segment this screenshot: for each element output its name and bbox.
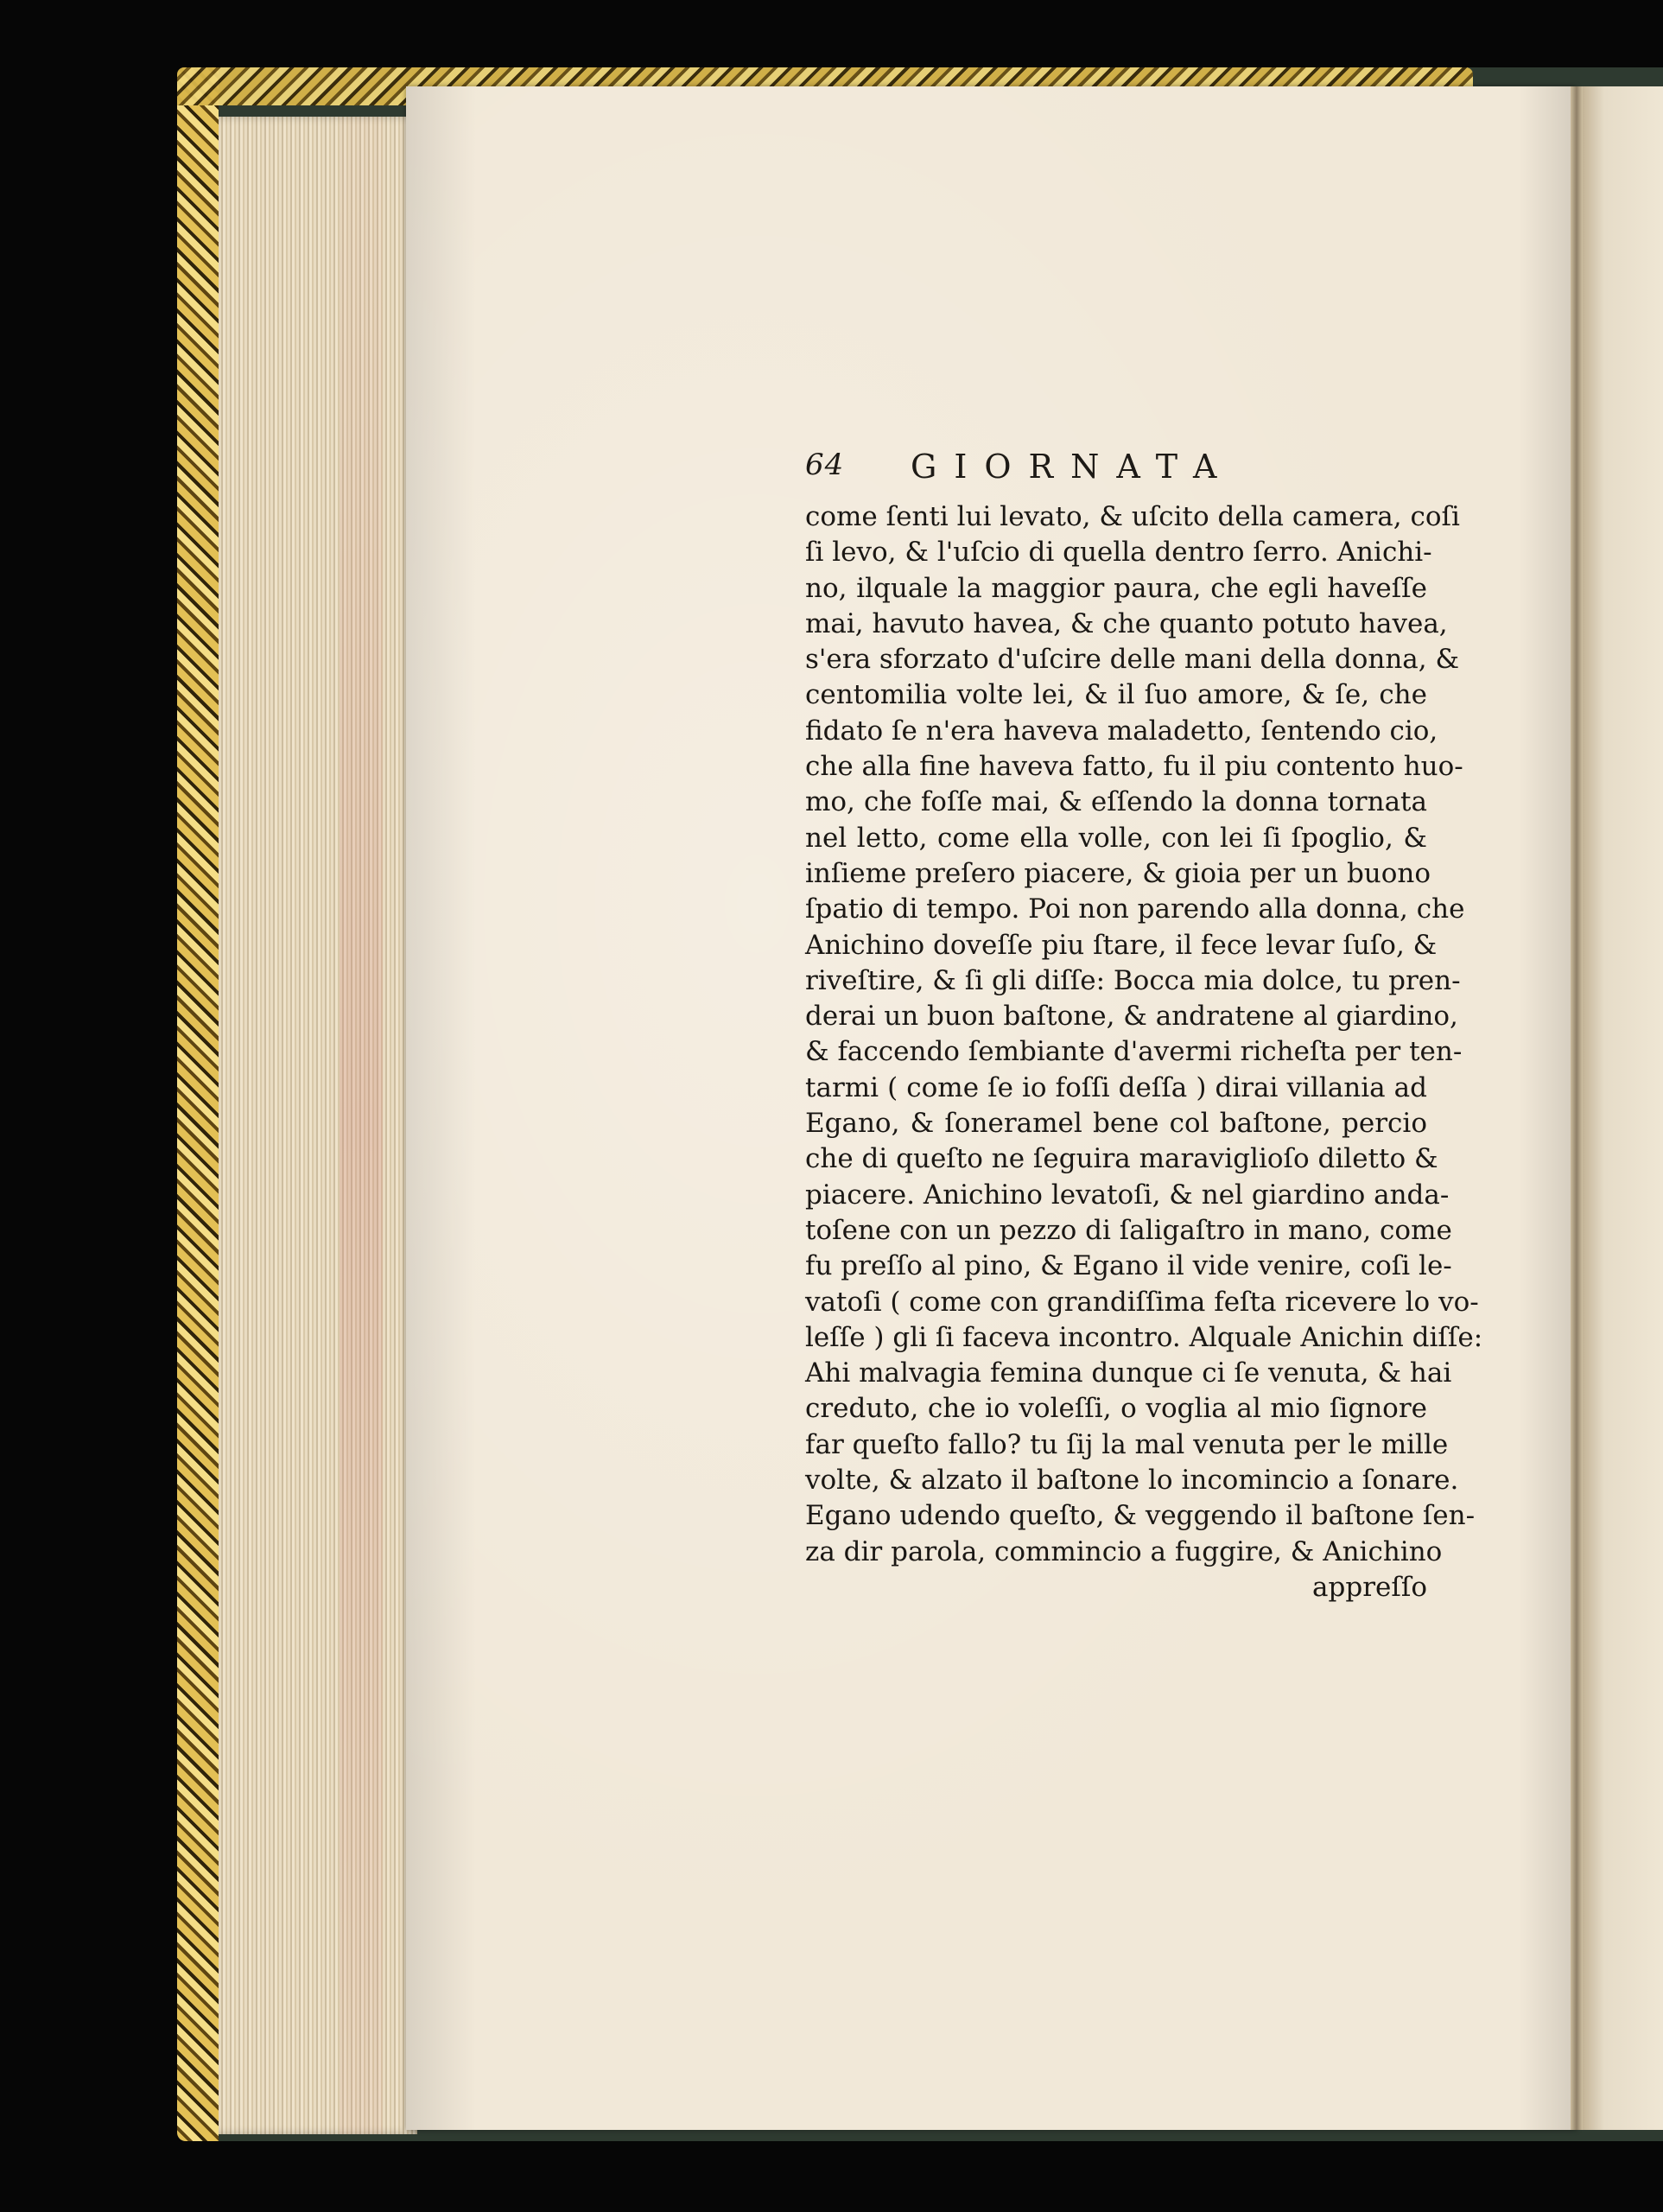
text-line: nel letto, come ella volle, con lei ſi ſpoglio, &	[805, 822, 1427, 854]
text-line: che alla fine haveva fatto, fu il piu contento huo-	[805, 751, 1463, 783]
text-line: no, ilquale la maggior paura, che egli haveſſe	[805, 572, 1427, 604]
text-line: Anichino doveſſe piu ſtare, il fece levar ſuſo, &	[805, 929, 1438, 961]
text-line: Ahi malvagia femina dunque ci ſe venuta, & hai	[805, 1357, 1452, 1389]
text-line: fidato ſe n'era haveva maladetto, ſentendo cio,	[805, 715, 1438, 747]
text-line: derai un buon baſtone, & andratene al giardino,	[805, 1001, 1458, 1033]
text-line: mai, havuto havea, & che quanto potuto havea,	[805, 607, 1448, 639]
running-head: GIORNATA	[911, 448, 1235, 486]
text-line: piacere. Anichino levatoſi, & nel giardino anda-	[805, 1179, 1450, 1211]
text-line: riveſtire, & ſi gli diſſe: Bocca mia dolce, tu pren-	[805, 964, 1461, 996]
catchword: appreſſo	[1312, 1571, 1427, 1603]
text-line: inſieme preſero piacere, & gioia per un buono	[805, 857, 1431, 889]
text-line: za dir parola, commincio a fuggire, & Anichino	[805, 1535, 1443, 1567]
text-line: Egano udendo queſto, & veggendo il baſtone ſen-	[805, 1500, 1476, 1532]
text-line: fu preſſo al pino, & Egano il vide venire, coſi le-	[805, 1250, 1452, 1282]
gilt-border-left	[177, 67, 219, 2141]
facing-page-edge	[1579, 86, 1663, 2130]
body-text	[805, 499, 1483, 1605]
page-block-edges	[219, 117, 417, 2134]
text-line: vatoſi ( come con grandiſſima feſta ricevere lo vo-	[805, 1286, 1479, 1318]
text-line: mo, che foſſe mai, & eſſendo la donna tornata	[805, 786, 1427, 818]
text-line: & faccendo ſembiante d'avermi richeſta per ten-	[805, 1036, 1463, 1068]
page-header	[805, 448, 1436, 496]
text-line: far queſto fallo? tu ſij la mal venuta per le mille	[805, 1428, 1449, 1460]
text-line: ſi levo, & l'uſcio di quella dentro ſerro. Anichi-	[805, 537, 1432, 569]
text-line: tarmi ( come ſe io foſſi deſſa ) dirai villania ad	[805, 1071, 1427, 1103]
text-line: creduto, che io voleſſi, o voglia al mio ſignore	[805, 1393, 1427, 1425]
book-gutter	[1571, 86, 1583, 2130]
text-line: toſene con un pezzo di ſaligaſtro in mano, come	[805, 1214, 1452, 1246]
text-line: Egano, & ſoneramel bene col baſtone, percio	[805, 1108, 1427, 1140]
text-line: ſpatio di tempo. Poi non parendo alla donna, che	[805, 893, 1465, 925]
page-number: 64	[805, 448, 845, 482]
text-line: leſſe ) gli ſi faceva incontro. Alquale Anichin diſſe:	[805, 1321, 1483, 1353]
text-line: che di queſto ne ſeguira maraviglioſo diletto &	[805, 1143, 1438, 1175]
text-line: volte, & alzato il baſtone lo incomincio a ſonare.	[805, 1465, 1459, 1497]
text-line: s'era sforzato d'uſcire delle mani della donna, &	[805, 644, 1460, 676]
text-line: come ſenti lui levato, & uſcito della camera, coſi	[805, 501, 1460, 532]
text-line: centomilia volte lei, & il ſuo amore, & ſe, che	[805, 679, 1427, 711]
